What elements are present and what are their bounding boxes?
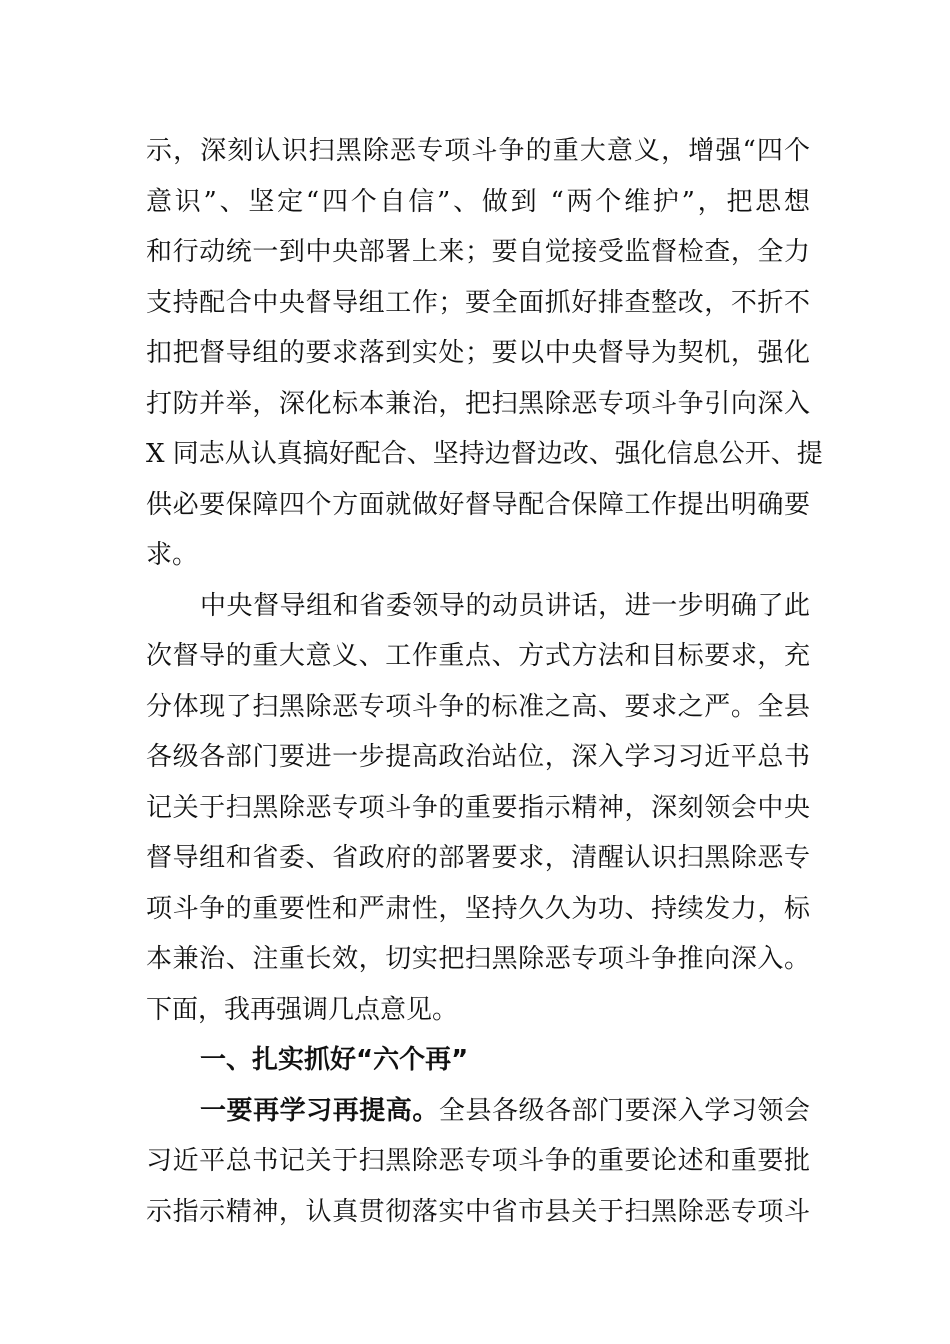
section-heading (146, 1035, 810, 1086)
paragraph (146, 126, 823, 581)
text-line: 示指示精神，认真贯彻落实中省市县关于扫黑除恶专项斗 (146, 1196, 810, 1227)
text-line: 中央督导组和省委领导的动员讲话，进一步明确了此 (200, 590, 810, 621)
text-line: 督导组和省委、省政府的部署要求，清醒认识扫黑除恶专 (146, 843, 810, 873)
text-line: 支持配合中央督导组工作；要全面抓好排查整改，不折不 (146, 287, 810, 318)
text-line: 项斗争的重要性和严肃性，坚持久久为功、持续发力，标 (146, 893, 810, 924)
text-line: 次督导的重大意义、工作重点、方式方法和目标要求，充 (146, 641, 810, 671)
text-line: 和行动统一到中央部署上来；要自觉接受监督检查，全力 (146, 237, 810, 267)
document-body (146, 126, 823, 1237)
text-line: X 同志从认真搞好配合、坚持边督边改、强化信息公开、提 (146, 439, 823, 469)
text-line: 求。 (146, 540, 199, 570)
text-line: 分体现了扫黑除恶专项斗争的标准之高、要求之严。全县 (146, 691, 810, 722)
text-line: 各级各部门要进一步提高政治站位，深入学习习近平总书 (146, 742, 810, 772)
text-line: 本兼治、注重长效，切实把扫黑除恶专项斗争推向深入。 (146, 944, 810, 974)
text-run: 全县各级各部门要深入学习领会 (438, 1095, 810, 1126)
text-line: 示，深刻认识扫黑除恶专项斗争的重大意义，增强“四个 (146, 136, 810, 166)
text-line: 打防并举，深化标本兼治，把扫黑除恶专项斗争引向深入 (146, 388, 810, 419)
text-line: 供必要保障四个方面就做好督导配合保障工作提出明确要 (146, 489, 810, 520)
text-line: 扣把督导组的要求落到实处；要以中央督导为契机，强化 (146, 338, 810, 368)
text-line: 记关于扫黑除恶专项斗争的重要指示精神，深刻领会中央 (146, 792, 810, 823)
lead-phrase: 一要再学习再提高。 (200, 1095, 439, 1126)
text-line: 习近平总书记关于扫黑除恶专项斗争的重要论述和重要批 (146, 1146, 810, 1176)
paragraph (146, 581, 810, 1036)
text-line: 意识”、坚定“四个自信”、做到 “两个维护”，把思想 (146, 186, 810, 217)
text-line: 下面，我再强调几点意见。 (146, 994, 459, 1025)
paragraph (146, 1086, 810, 1238)
text-line (146, 1086, 810, 1137)
heading-text: 一、扎实抓好“六个再” (200, 1045, 469, 1075)
